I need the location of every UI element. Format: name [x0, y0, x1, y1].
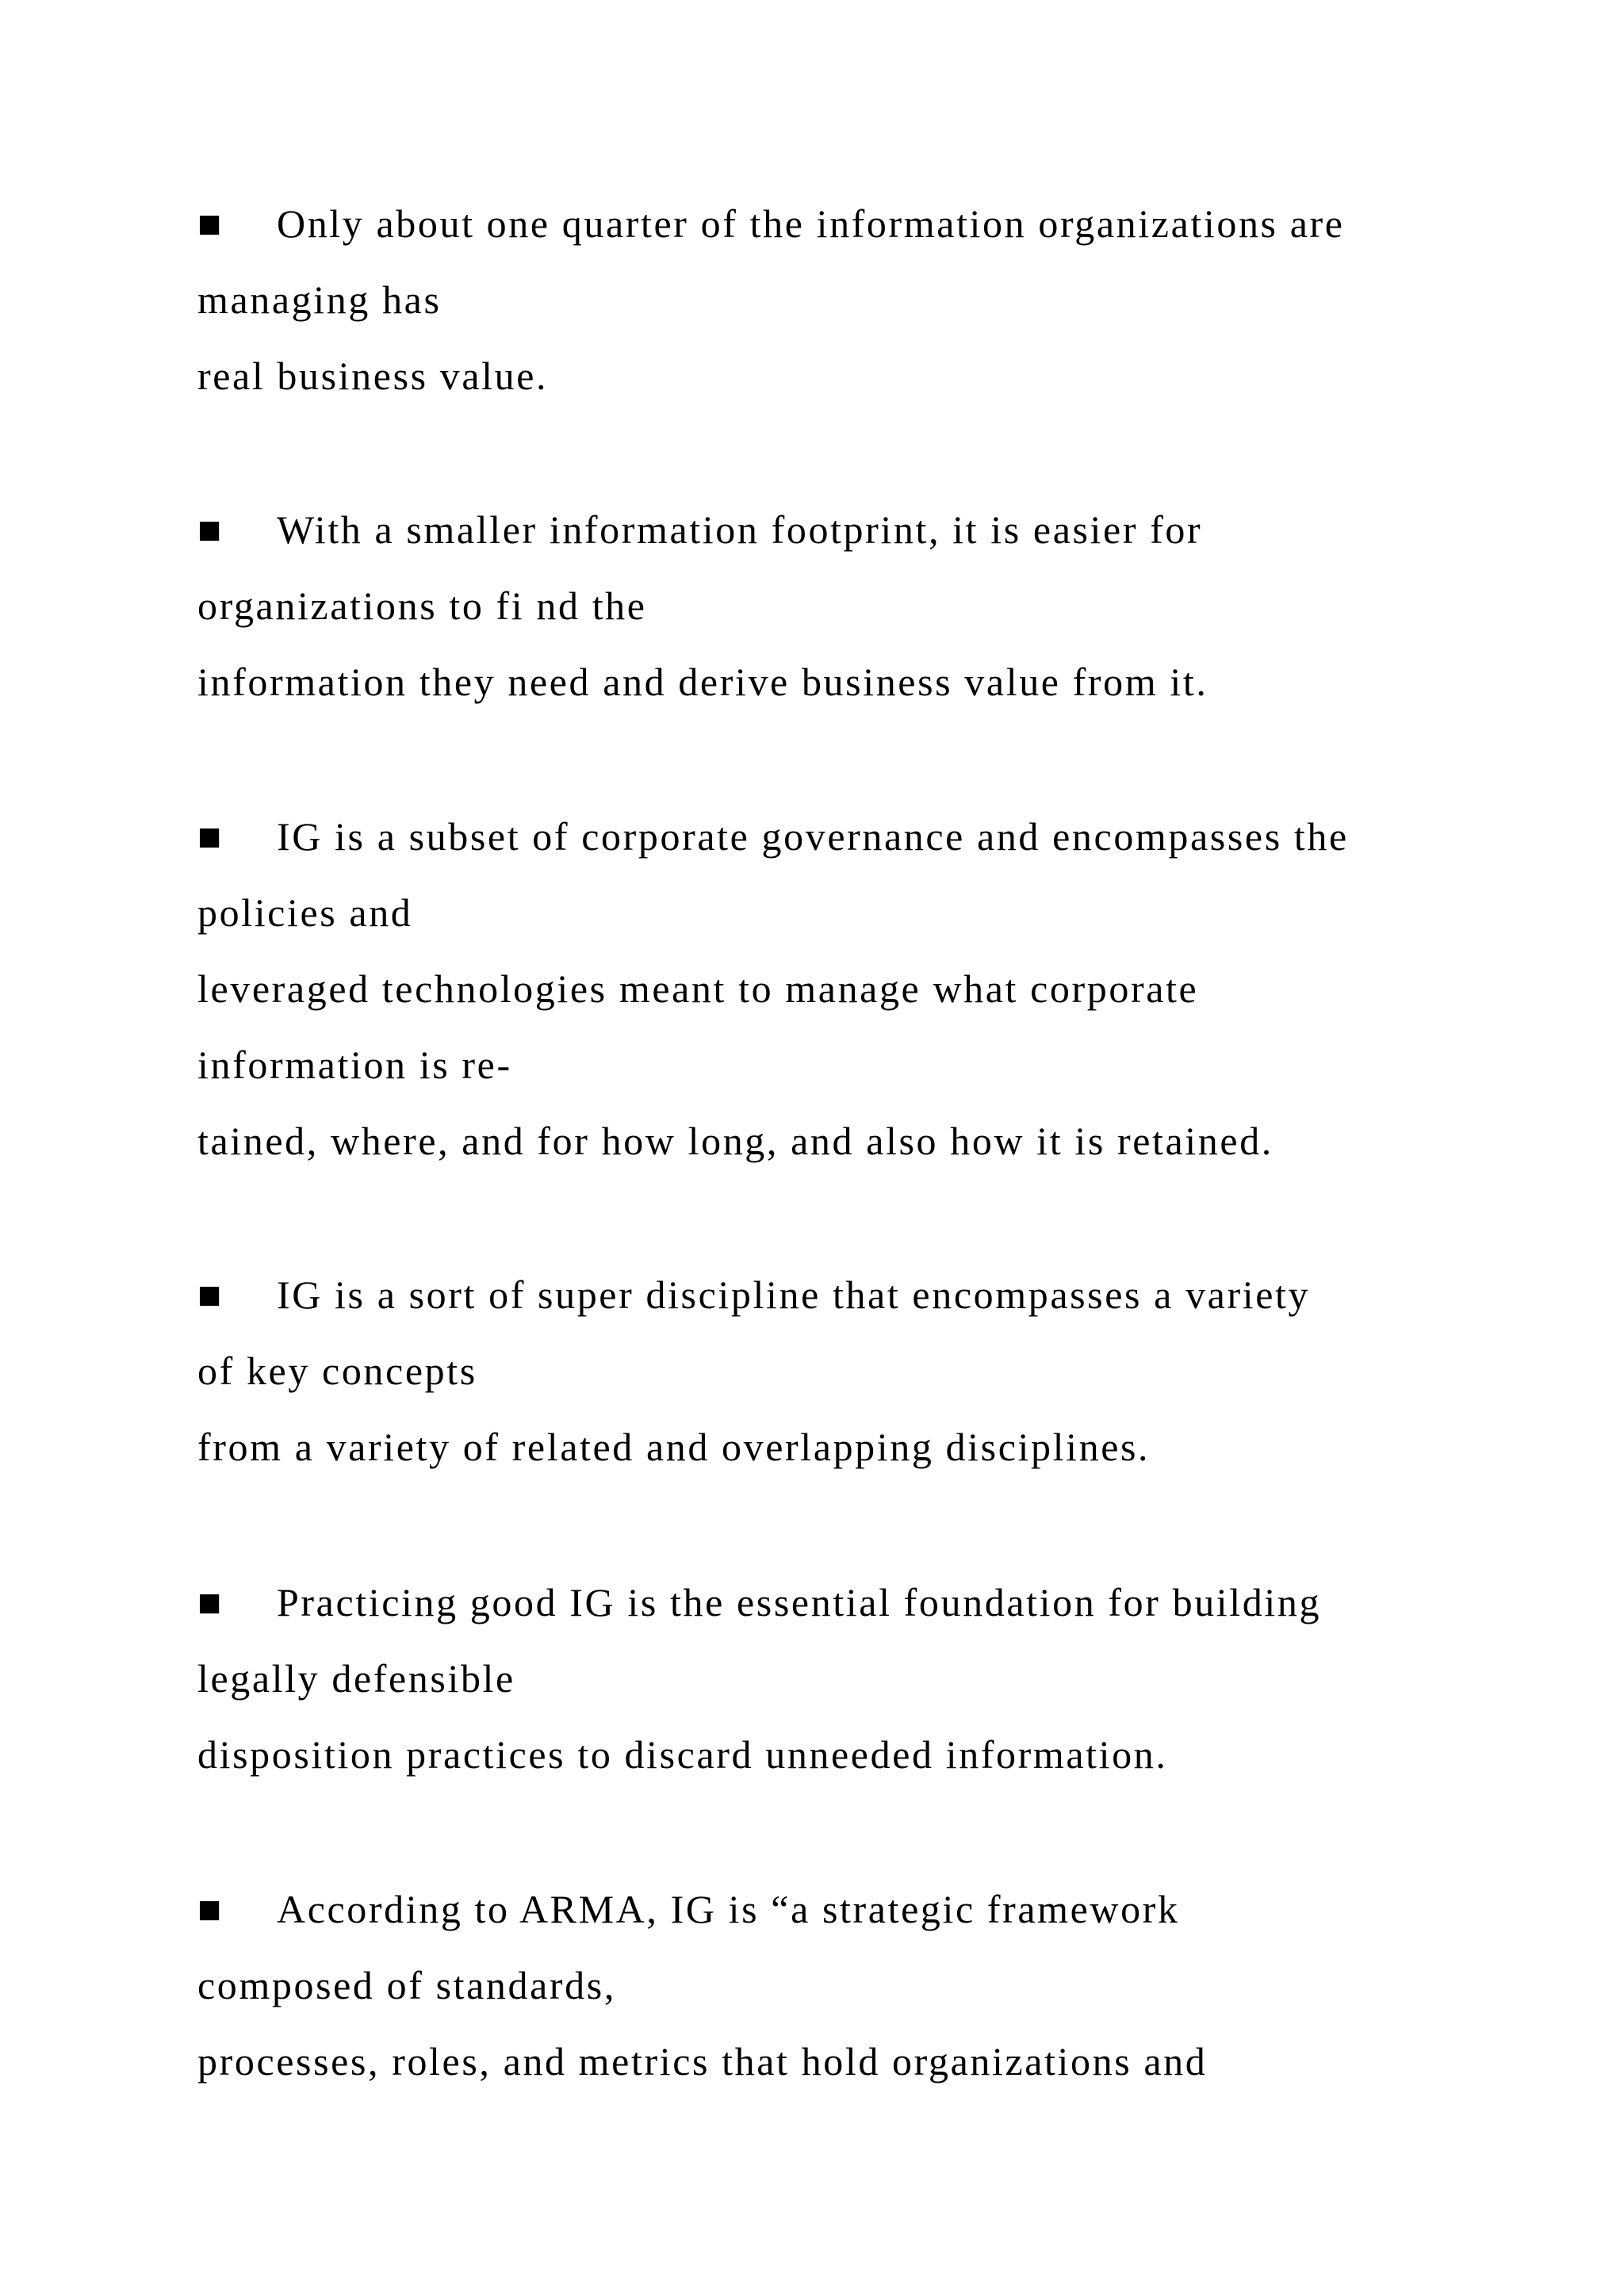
bullet-first-line: [197, 186, 1585, 262]
text-line: IG is a subset of corporate governance and encompasses the: [277, 814, 1349, 859]
bullet-marker-icon: ■: [197, 201, 224, 246]
bullet-first-line: [197, 492, 1585, 568]
text-line: With a smaller information footprint, it is easier for: [277, 507, 1203, 552]
bullet-marker-icon: ■: [197, 1272, 224, 1317]
text-line: managing has: [197, 277, 442, 322]
bullet-item: [197, 186, 1585, 414]
bullet-item: [197, 1257, 1585, 1485]
text-line: legally defensible: [197, 1656, 515, 1701]
text-line: information is re-: [197, 1043, 512, 1087]
bullet-first-line: [197, 1257, 1585, 1333]
bullet-marker-icon: ■: [197, 814, 224, 859]
bullet-marker-icon: ■: [197, 1580, 224, 1624]
bullet-item: [197, 492, 1585, 720]
text-line: According to ARMA, IG is “a strategic framework: [277, 1887, 1180, 1931]
bullet-marker-icon: ■: [197, 1887, 224, 1931]
text-line: Practicing good IG is the essential foundation for building: [277, 1580, 1322, 1624]
text-line: disposition practices to discard unneeded information.: [197, 1732, 1168, 1777]
text-line: tained, where, and for how long, and also how it is retained.: [197, 1119, 1274, 1163]
bullet-first-line: [197, 798, 1585, 874]
text-line: composed of standards,: [197, 1963, 616, 2007]
text-line: leveraged technologies meant to manage what corporate: [197, 966, 1199, 1011]
text-line: Only about one quarter of the information organizations are: [277, 201, 1345, 246]
text-line: policies and: [197, 890, 413, 935]
text-line: from a variety of related and overlapping disciplines.: [197, 1425, 1151, 1469]
bullet-first-line: [197, 1871, 1585, 1947]
text-line: of key concepts: [197, 1349, 477, 1393]
bullet-item: [197, 798, 1585, 1179]
bullet-first-line: [197, 1564, 1585, 1640]
bullet-marker-icon: ■: [197, 507, 224, 552]
bullet-item: [197, 1564, 1585, 1793]
text-line: organizations to fi nd the: [197, 584, 647, 628]
text-line: real business value.: [197, 354, 549, 398]
bullet-item: [197, 1871, 1585, 2099]
text-line: IG is a sort of super discipline that encompasses a variety: [277, 1272, 1311, 1317]
text-line: processes, roles, and metrics that hold organizations and: [197, 2039, 1208, 2084]
text-line: information they need and derive business value from it.: [197, 660, 1208, 704]
